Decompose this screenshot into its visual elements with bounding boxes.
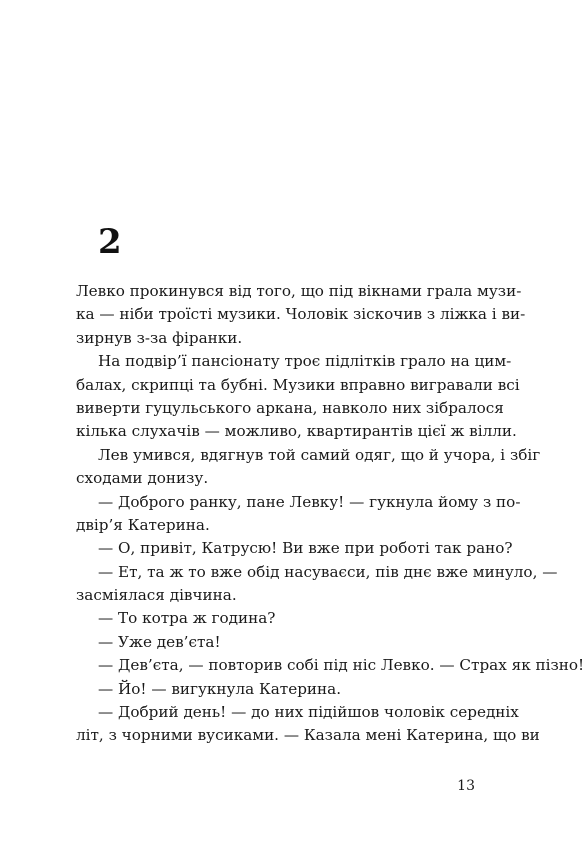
text-line: двір’я Катерина.	[76, 515, 210, 534]
page-number: 13	[457, 778, 475, 794]
text-line: ка — ніби троїсті музики. Чоловік зіскочив з ліжка і ви-	[76, 305, 526, 324]
text-line: На подвір’ї пансіонату троє підлітків грало на цим-	[98, 352, 512, 371]
text-line: — Йо! — вигукнула Катерина.	[98, 679, 342, 698]
text-line: кілька слухачів — можливо, квартирантів цієї ж вілли.	[76, 422, 517, 441]
text-line: сходами донизу.	[76, 469, 209, 488]
text-line: літ, з чорними вусиками. — Казала мені Катерина, що ви	[76, 726, 540, 745]
text-line: — О, привіт, Катрусю! Ви вже при роботі так рано?	[98, 539, 513, 558]
text-line: — То котра ж година?	[98, 609, 276, 628]
text-line: — Ет, та ж то вже обід насуваєси, пів днє вже минуло, —	[98, 562, 558, 581]
text-line: засміялася дівчина.	[76, 586, 237, 605]
chapter-text	[76, 280, 584, 748]
chapter-number: 2	[98, 222, 122, 262]
text-line: Левко прокинувся від того, що під вікнами грала музи-	[76, 282, 522, 300]
text-line: виверти гуцульського аркана, навколо них зібралося	[76, 398, 504, 417]
text-line: Лев умився, вдягнув той самий одяг, що й учора, і збіг	[98, 445, 541, 464]
text-line: — Добрий день! — до них підійшов чоловік середніх	[98, 703, 519, 722]
text-line: балах, скрипці та бубні. Музики вправно вигравали всі	[76, 375, 520, 394]
text-line: — Дев’єта, — повторив собі під ніс Левко. — Страх як пізно!	[98, 656, 584, 675]
text-line: — Уже дев’єта!	[98, 632, 221, 651]
text-line: — Доброго ранку, пане Левку! — гукнула йому з по-	[98, 492, 521, 511]
text-line: зирнув з-за фіранки.	[76, 328, 243, 347]
